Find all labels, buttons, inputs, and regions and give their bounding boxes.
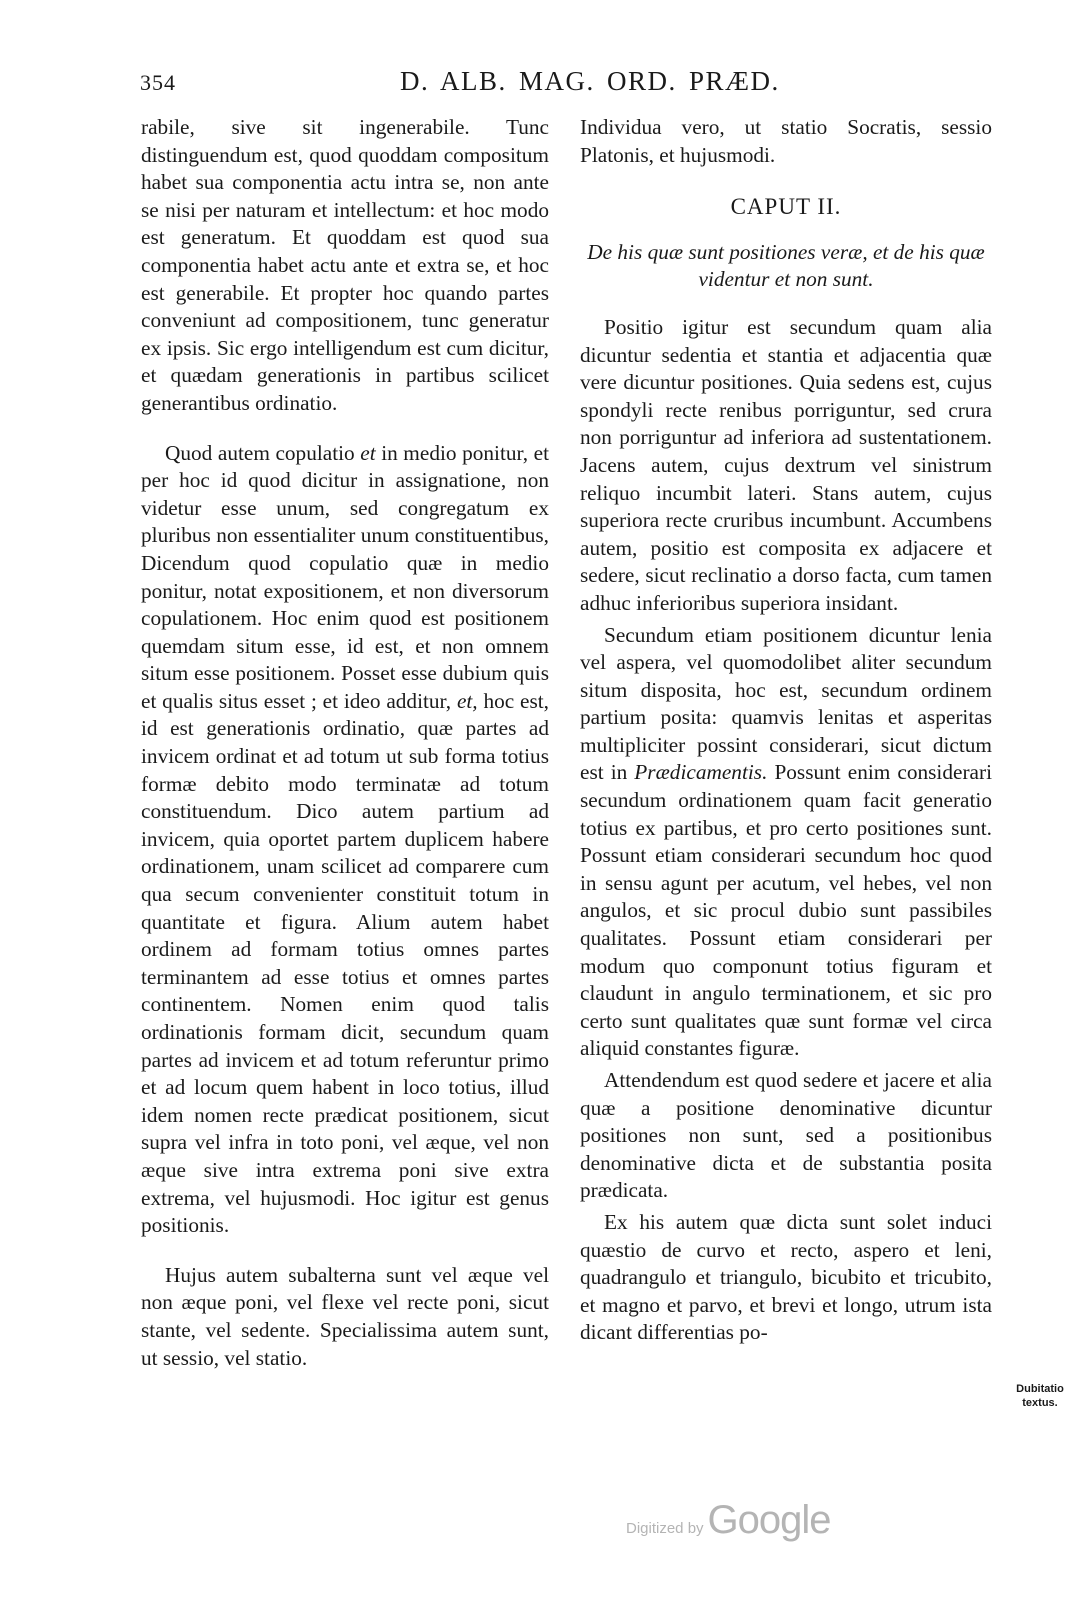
left-paragraph-1: rabile, sive sit ingenerabile. Tunc distinguendum est, quod quoddam compositum habet sua componentia actu intra se, non ante se nisi per naturam et intellectum: et hoc modo est generatum. Et quoddam est quod sua componentia habet actu ante et extra se, et hoc est generabile. Et propter hoc quando partes conveniunt ad compositionem, tunc generatur ex ipsis. Sic ergo intelligendum est cum dicitur, et quædam generationis in partibus scilicet generantibus ordinatio. [141,115,549,415]
page-number: 354 [140,70,176,95]
right-paragraph-2 [580,622,992,1064]
margin-note [1004,1382,1076,1410]
text-run: in medio ponitur, et per hoc id quod dicitur in assignatione, non videtur esse unum, sed congregatum ex pluribus non essentialiter unum constituentibus, Dicendum quod copulatio quæ in medio ponitur, notat expositionem, et non diversorum copulationem. Hoc enim quod est positionem quemdam situm esse, id est, et non omnem situm esse positionem. Posset esse dubium quis et qualis situs esset ; et ideo additur, [141,440,549,713]
chapter-subtitle: De his quæ sunt positiones veræ, et de his quæ videntur et non sunt. [587,239,985,292]
italic-run: et [360,440,376,465]
digitized-watermark [626,1498,831,1543]
left-paragraph-3: Hujus autem subalterna sunt vel æque vel non æque poni, vel flexe vel recte poni, sicut stante, vel sedente. Specialissima autem sunt, ut sessio, vel statio. [141,1262,549,1370]
text-run: Possunt enim considerari secundum ordinationem quam facit generatio totius ex partibus, et pro certo positiones sunt. Possunt etiam considerari secundum hoc quod in sensu agunt per acutum, vel hebes, vel non angulos, et sic procul dubio sunt passibiles qualitates. Possunt etiam considerari per modum quo componunt totius figuram et claudunt in angulo terminationem, et sic pro certo sunt qualitates quæ sunt formæ vel circa aliquid constantes figuræ. [580,760,992,1061]
text-run: Quod autem copulatio [165,440,361,465]
right-paragraph-1: Positio igitur est secundum quam alia dicuntur sedentia et stantia et adjacentia quæ vere dicuntur positiones. Quia sedens est, cujus spondyli recte renibus porriguntur, sed crura non porriguntur ad inferiora ad sustentationem. Jacens autem, cujus dextrum vel sinistrum reliquo incumbit lateri. Stans autem, cujus superiora recte cruribus incumbunt. Accumbens autem, positio est composita ex adjacere et sedere, sicut reclinatio a dorso facta, cum tamen adhuc inferioribus superiora insidant. [580,314,992,615]
right-column [580,114,992,1347]
left-column [141,114,549,1372]
right-paragraph-4: Ex his autem quæ dicta sunt solet induci quæstio de curvo et recto, aspero et leni, quadrangulo et triangulo, bicubito et tricubito, et magno et parvo, et brevi et longo, utrum ista dicant differentias po- [580,1209,992,1345]
margin-note-line: textus. [1022,1397,1058,1409]
text-run: Secundum etiam positionem dicuntur lenia vel aspera, vel quomodolibet aliter secundum situm disposita, hoc est, secundum ordinem partium posita: quamvis lenitas et asperitas multipliciter possint considerari, sicut dictum est in [580,622,992,785]
margin-note-line: Dubitatio [1016,1383,1064,1395]
google-logo: Google [707,1498,831,1542]
left-paragraph-2 [141,440,549,1240]
right-paragraph-0: Individua vero, ut statio Socratis, sessio Platonis, et hujusmodi. [580,115,992,167]
chapter-title: CAPUT II. [730,194,842,220]
text-run: hoc est, id est generationis ordinatio, quæ partes ad invicem ordinat et ad totum ut sub forma totius formæ debito modo terminatæ ad totum constituendum. Dico autem partium ad invicem, quia oportet partem duplicem habere ordinationem, unam scilicet ad comparere cum qua secum convenienter constituit totum in quantitate et figura. Alium autem habet ordinem ad formam totius omnes partes terminantem ad esse totius et omnes partes continentem. Nomen enim quod talis ordinationis formam dicit, secundum quam partes ad invicem et ad totum referuntur primo et ad locum quem habent in loco totius, illud idem nomen recte prædicat positionem, sicut supra vel infra in toto poni, vel æque, vel non æque sive intra extrema poni sive extra extrema, vel hujusmodi. Hoc igitur est genus positionis. [141,688,549,1238]
italic-run: Prædicamentis. [634,760,768,785]
running-head: D. ALB. MAG. ORD. PRÆD. [400,66,780,96]
right-paragraph-3: Attendendum est quod sedere et jacere et alia quæ a positione denominative dicuntur positiones non sunt, sed a positionibus denominative dicta et de substantia posita prædicata. [580,1068,992,1203]
watermark-prefix: Digitized by [626,1520,704,1537]
italic-run: et, [456,688,478,713]
